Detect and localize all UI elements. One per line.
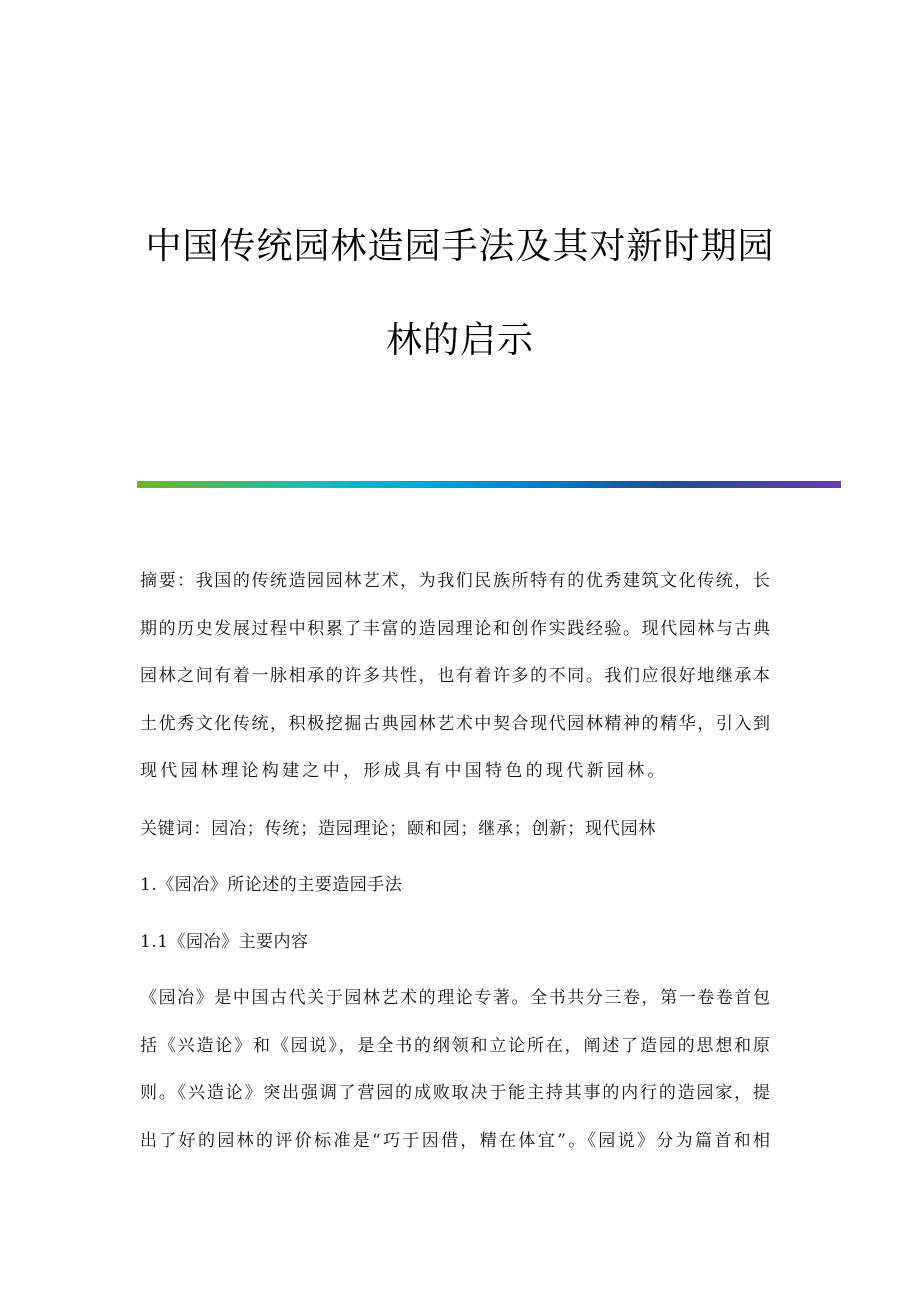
- section-heading-1-1: 1.1《园冶》主要内容: [140, 932, 309, 952]
- body-line: 括《兴造论》和《园说》，是全书的纲领和立论所在，阐述了造园的思想和原: [140, 1036, 770, 1056]
- body-line: 《园冶》是中国古代关于园林艺术的理论专著。全书共分三卷，第一卷卷首包: [140, 988, 770, 1008]
- abstract-line: 土优秀文化传统，积极挖掘古典园林艺术中契合现代园林精神的精华，引入到: [140, 714, 770, 734]
- body-line: 则。《兴造论》突出强调了营园的成败取决于能主持其事的内行的造园家，提: [140, 1083, 770, 1103]
- gradient-divider: [137, 481, 841, 488]
- abstract-line: 现代园林理论构建之中，形成具有中国特色的现代新园林。: [140, 761, 668, 781]
- keywords: 关键词：园冶；传统；造园理论；颐和园；继承；创新；现代园林: [140, 819, 657, 839]
- section-heading-1: 1.《园冶》所论述的主要造园手法: [140, 875, 403, 895]
- abstract-line: 期的历史发展过程中积累了丰富的造园理论和创作实践经验。现代园林与古典: [140, 619, 770, 639]
- body-line: 出了好的园林的评价标准是“巧于因借，精在体宜”。《园说》分为篇首和相: [140, 1131, 770, 1151]
- abstract-line: 园林之间有着一脉相承的许多共性，也有着许多的不同。我们应很好地继承本: [140, 666, 770, 686]
- abstract-line: 摘要：我国的传统造园园林艺术，为我们民族所特有的优秀建筑文化传统，长: [140, 571, 770, 591]
- document-title-line-2: 林的启示: [385, 320, 534, 361]
- document-title-line-1: 中国传统园林造园手法及其对新时期园: [145, 226, 775, 267]
